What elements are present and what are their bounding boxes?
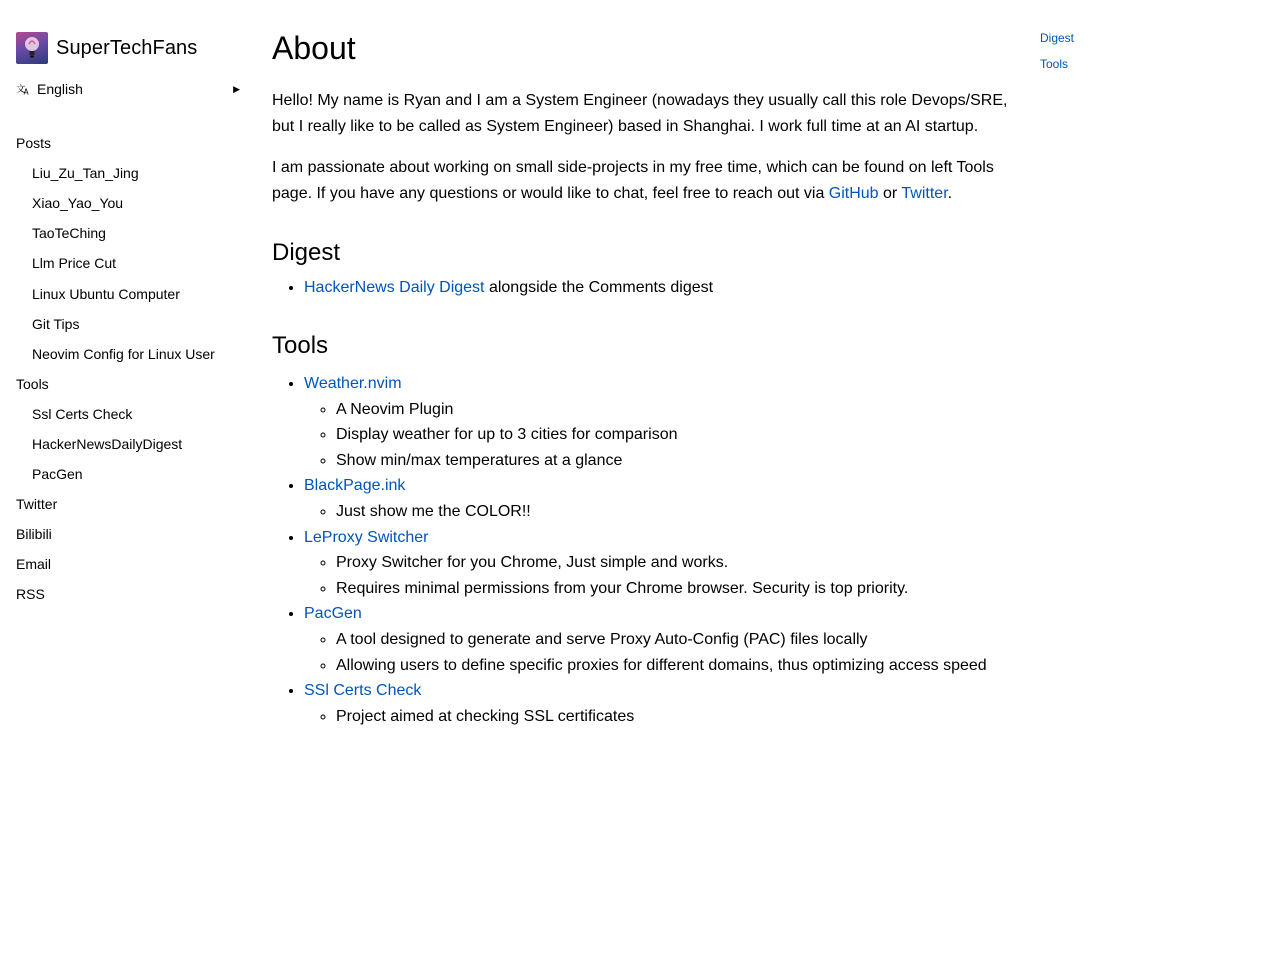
contact-or: or xyxy=(878,184,902,202)
sidebar-link[interactable]: Linux Ubuntu Computer xyxy=(32,285,180,302)
sidebar-link[interactable]: Xiao_Yao_You xyxy=(32,195,124,212)
digest-text: alongside the Comments digest xyxy=(484,279,714,297)
sidebar-link[interactable]: PacGen xyxy=(32,466,83,483)
tool-points xyxy=(304,627,1012,678)
sidebar-link-posts[interactable]: Posts xyxy=(16,135,52,152)
tool-link-blackpage[interactable]: BlackPage.ink xyxy=(304,477,406,495)
contact-text: I am passionate about working on small side-projects in my free time, which can be found on left Tools page. If you have any questions or would like to chat, feel free to reach out via xyxy=(272,159,994,202)
list-item xyxy=(304,275,1012,301)
language-label: English xyxy=(37,81,83,97)
sidebar-item-posts[interactable] xyxy=(16,128,244,158)
tool-link-leproxy-switcher[interactable]: LeProxy Switcher xyxy=(304,528,429,546)
list-item: ◦ Just show me the COLOR!! xyxy=(336,499,1012,525)
contact-paragraph xyxy=(272,155,1012,206)
table-of-contents xyxy=(1040,29,1074,81)
sidebar-link[interactable]: Llm Price Cut xyxy=(32,255,117,272)
sidebar-link[interactable]: HackerNewsDailyDigest xyxy=(32,435,183,452)
site-title: SuperTechFans xyxy=(56,36,198,59)
page-title: About xyxy=(272,30,356,66)
sidebar-link[interactable]: Ssl Certs Check xyxy=(32,405,133,422)
twitter-link[interactable]: Twitter xyxy=(901,184,948,202)
toc-link-digest[interactable]: Digest xyxy=(1040,31,1075,45)
sidebar-item-tools[interactable] xyxy=(16,369,244,399)
tool-item xyxy=(304,525,1012,602)
list-item: ◦ Display weather for up to 3 cities for comparison xyxy=(336,422,1012,448)
sidebar-link[interactable]: Twitter xyxy=(16,496,58,513)
digest-link[interactable]: HackerNews Daily Digest xyxy=(304,279,485,297)
svg-text:文: 文 xyxy=(16,83,26,95)
main-content xyxy=(272,30,1012,729)
language-selector[interactable] xyxy=(16,80,244,98)
list-item: ◦ Allowing users to define specific proxies for different domains, thus optimizing access speed xyxy=(336,653,1012,679)
list-item: ◦ A Neovim Plugin xyxy=(336,397,1012,423)
site-brand-link[interactable] xyxy=(16,32,244,64)
tool-points xyxy=(304,397,1012,474)
github-link[interactable]: GitHub xyxy=(828,184,879,202)
tool-item xyxy=(304,371,1012,473)
sidebar-item-post[interactable] xyxy=(16,278,244,308)
toc-link-tools[interactable]: Tools xyxy=(1040,57,1069,71)
sidebar-link[interactable]: Bilibili xyxy=(16,526,52,543)
list-item: ◦ Project aimed at checking SSL certificates xyxy=(336,704,1012,730)
sidebar-item-post[interactable] xyxy=(16,248,244,278)
caret-right-icon: ▶ xyxy=(233,83,240,94)
tools-list xyxy=(272,371,1012,729)
sidebar-link[interactable]: TaoTeChing xyxy=(32,225,106,242)
sidebar-item-bilibili[interactable] xyxy=(16,519,244,549)
translate-icon xyxy=(16,82,31,96)
tool-link-pacgen[interactable]: PacGen xyxy=(304,605,362,623)
tools-heading: Tools xyxy=(272,331,329,359)
digest-heading: Digest xyxy=(272,239,341,267)
sidebar-link[interactable]: Git Tips xyxy=(32,315,80,332)
sidebar-item-post[interactable] xyxy=(16,218,244,248)
tool-points xyxy=(304,499,1012,525)
sidebar-link[interactable]: Liu_Zu_Tan_Jing xyxy=(32,165,139,182)
sidebar-item-post[interactable] xyxy=(16,158,244,188)
list-item: ◦ Show min/max temperatures at a glance xyxy=(336,448,1012,474)
list-item: ◦ A tool designed to generate and serve Proxy Auto-Config (PAC) files locally xyxy=(336,627,1012,653)
sidebar-link[interactable]: RSS xyxy=(16,586,45,603)
intro-paragraph: Hello! My name is Ryan and I am a System Engineer (nowadays they usually call this role Devops/SRE, but I really like to be called as System Engineer) based in Shanghai. I work full time at an AI startup. xyxy=(272,92,1008,135)
sidebar-item-rss[interactable] xyxy=(16,579,244,609)
tool-points xyxy=(304,704,1012,730)
svg-text:A: A xyxy=(23,87,29,96)
list-item: ◦ Requires minimal permissions from your Chrome browser. Security is top priority. xyxy=(336,576,1012,602)
sidebar-item-tool[interactable] xyxy=(16,399,244,429)
sidebar-link-tools[interactable]: Tools xyxy=(16,375,49,392)
tool-item xyxy=(304,473,1012,524)
sidebar-item-post[interactable] xyxy=(16,339,244,369)
digest-list xyxy=(272,275,1012,301)
sidebar-item-tool[interactable] xyxy=(16,429,244,459)
sidebar-menu xyxy=(16,128,244,610)
sidebar-item-tool[interactable] xyxy=(16,459,244,489)
tool-points xyxy=(304,550,1012,601)
sidebar xyxy=(16,32,244,610)
contact-end: . xyxy=(947,184,953,202)
tool-item xyxy=(304,678,1012,729)
sidebar-link[interactable]: Email xyxy=(16,556,52,573)
tool-link-ssl-certs-check[interactable]: SSl Certs Check xyxy=(304,682,422,700)
sidebar-item-email[interactable] xyxy=(16,549,244,579)
sidebar-item-twitter[interactable] xyxy=(16,489,244,519)
site-logo xyxy=(16,32,48,64)
tool-item xyxy=(304,601,1012,678)
list-item: ◦ Proxy Switcher for you Chrome, Just simple and works. xyxy=(336,550,1012,576)
sidebar-item-post[interactable] xyxy=(16,188,244,218)
sidebar-item-post[interactable] xyxy=(16,309,244,339)
sidebar-link[interactable]: Neovim Config for Linux User xyxy=(32,345,215,362)
tool-link-weather-nvim[interactable]: Weather.nvim xyxy=(304,374,402,392)
